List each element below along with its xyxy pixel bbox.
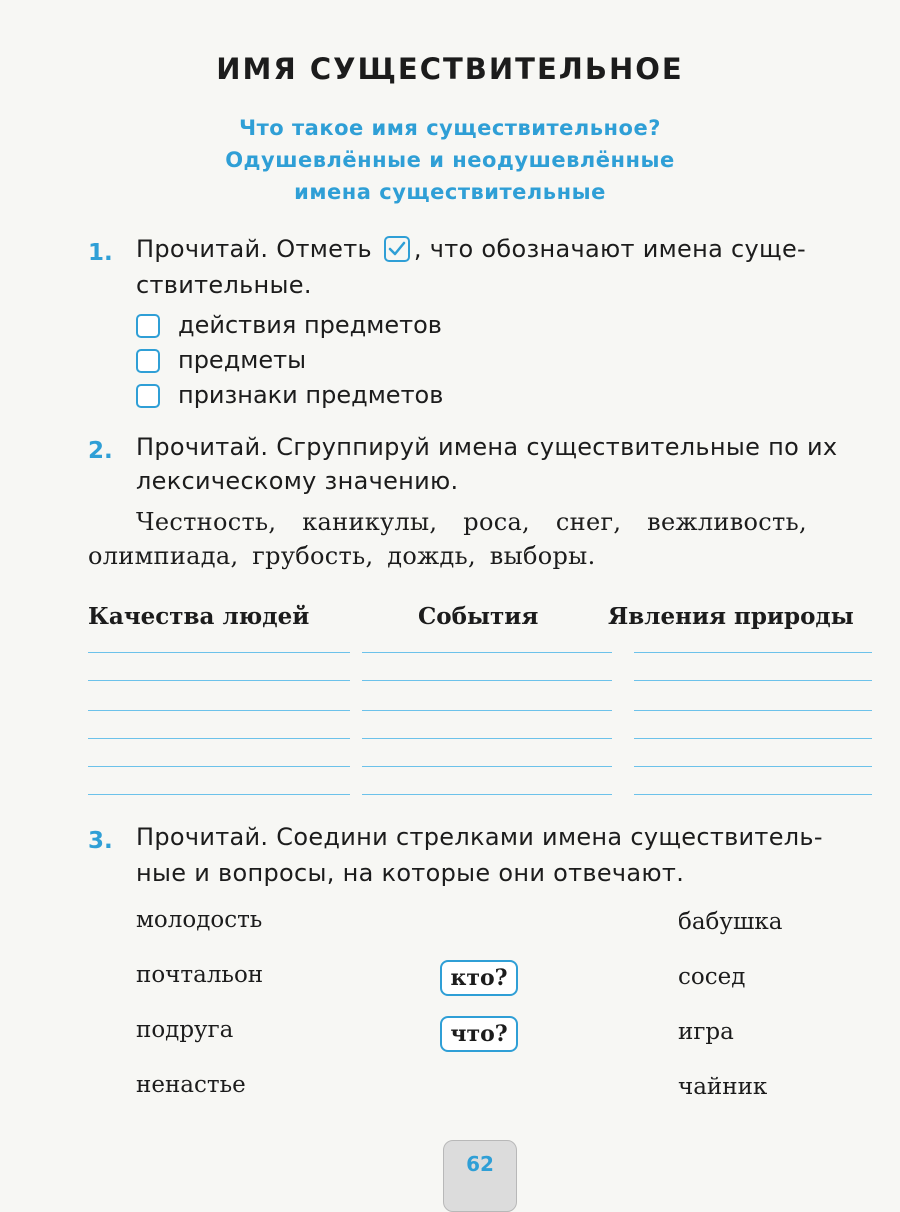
- task2-instruction-line-1: Прочитай. Сгруппируй имена существительные по их: [136, 433, 838, 461]
- page-title: ИМЯ СУЩЕСТВИТЕЛЬНОЕ: [216, 52, 684, 86]
- option-checkbox-attributes[interactable]: [136, 384, 160, 408]
- answer-line[interactable]: [634, 680, 872, 681]
- right-word-kettle[interactable]: чайник: [678, 1074, 768, 1100]
- task2-words-line-2: олимпиада, грубость, дождь, выборы.: [88, 542, 596, 570]
- column-head-events: События: [418, 603, 539, 630]
- option-checkbox-objects[interactable]: [136, 349, 160, 373]
- answer-line[interactable]: [88, 710, 350, 711]
- question-box-who[interactable]: кто?: [440, 960, 518, 996]
- right-word-neighbor[interactable]: сосед: [678, 964, 746, 990]
- left-word-friend[interactable]: подруга: [136, 1017, 234, 1043]
- left-word-postman[interactable]: почтальон: [136, 962, 264, 988]
- task1-text-before: Прочитай. Отметь: [136, 235, 372, 263]
- column-head-nature: Явления природы: [608, 603, 854, 630]
- answer-line[interactable]: [88, 794, 350, 795]
- answer-line[interactable]: [88, 680, 350, 681]
- answer-line[interactable]: [362, 652, 612, 653]
- option-checkbox-actions[interactable]: [136, 314, 160, 338]
- subtitle-line-3: имена существительные: [294, 180, 606, 204]
- task1-number: 1.: [88, 240, 113, 266]
- answer-line[interactable]: [88, 738, 350, 739]
- bleed-through-texture: [760, 60, 890, 1120]
- right-word-game[interactable]: игра: [678, 1019, 734, 1045]
- subtitle-line-2: Одушевлённые и неодушевлённые: [225, 148, 675, 172]
- task1-instruction-line-1: [136, 232, 806, 266]
- right-word-grandmother[interactable]: бабушка: [678, 909, 783, 935]
- answer-line[interactable]: [362, 794, 612, 795]
- question-box-what[interactable]: что?: [440, 1016, 518, 1052]
- left-word-youth[interactable]: молодость: [136, 907, 263, 933]
- answer-line[interactable]: [634, 794, 872, 795]
- task1-instruction-line-2: ствительные.: [136, 271, 312, 299]
- task3-instruction-line-2: ные и вопросы, на которые они отвечают.: [136, 859, 685, 887]
- answer-line[interactable]: [362, 766, 612, 767]
- answer-line[interactable]: [634, 710, 872, 711]
- subtitle-line-1: Что такое имя существительное?: [239, 116, 661, 140]
- task3-instruction-line-1: Прочитай. Соедини стрелками имена существитель-: [136, 823, 823, 851]
- task2-number: 2.: [88, 438, 113, 464]
- task3-number: 3.: [88, 828, 113, 854]
- task1-text-after: , что обозначают имена суще-: [413, 235, 806, 263]
- answer-line[interactable]: [362, 710, 612, 711]
- option-label-objects: предметы: [178, 346, 307, 374]
- answer-line[interactable]: [362, 680, 612, 681]
- answer-line[interactable]: [634, 766, 872, 767]
- option-label-attributes: признаки предметов: [178, 381, 444, 409]
- left-word-bad-weather[interactable]: ненастье: [136, 1072, 246, 1098]
- column-head-qualities: Качества людей: [88, 603, 310, 630]
- answer-line[interactable]: [88, 766, 350, 767]
- checkmark-sample-icon: [384, 236, 410, 262]
- task2-words-line-1: Честность, каникулы, роса, снег, вежливость,: [136, 508, 807, 536]
- answer-line[interactable]: [634, 652, 872, 653]
- task2-instruction-line-2: лексическому значению.: [136, 467, 459, 495]
- answer-line[interactable]: [362, 738, 612, 739]
- answer-line[interactable]: [634, 738, 872, 739]
- option-label-actions: действия предметов: [178, 311, 442, 339]
- page-number: 62: [443, 1140, 517, 1212]
- answer-line[interactable]: [88, 652, 350, 653]
